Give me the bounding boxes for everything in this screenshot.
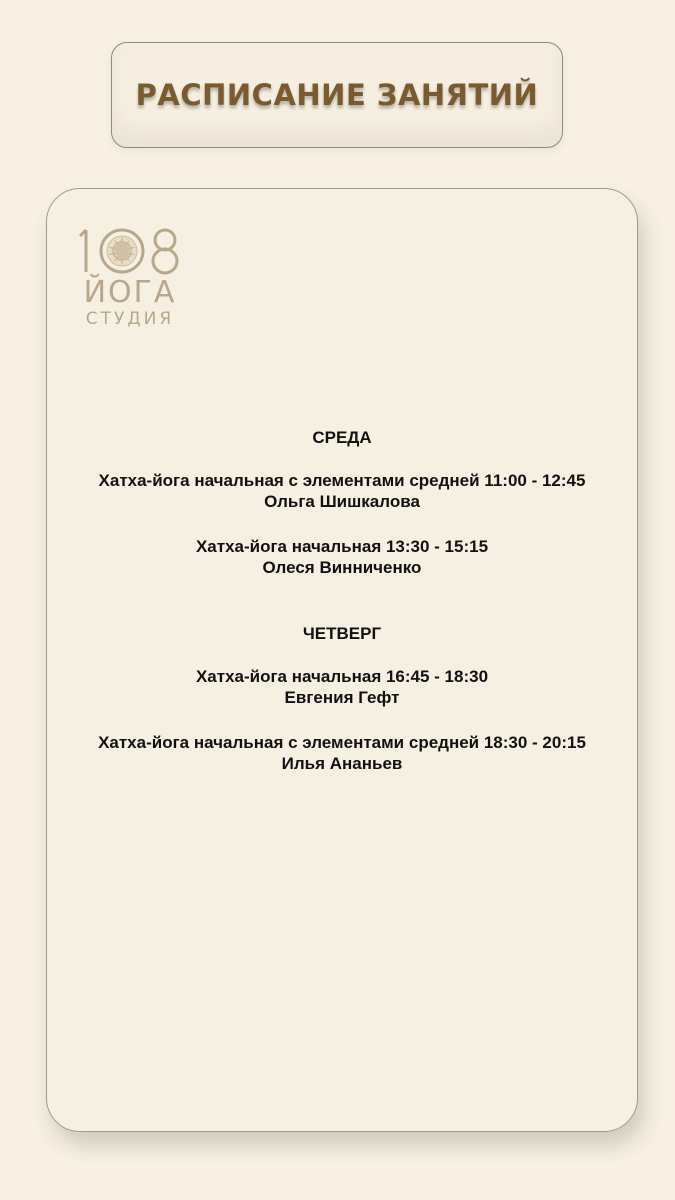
- session-class: Хатха-йога начальная 16:45 - 18:30: [195, 667, 489, 686]
- session-item: [46, 732, 638, 774]
- day-block: [46, 427, 638, 578]
- session-item: [46, 470, 638, 512]
- session-instructor: Илья Ананьев: [281, 754, 403, 773]
- session-instructor: Ольга Шишкалова: [264, 492, 420, 511]
- title-banner: [111, 42, 563, 148]
- logo-number-graphic: [78, 222, 188, 278]
- day-block: [46, 623, 638, 774]
- schedule-list: [46, 427, 638, 774]
- page-title: РАСПИСАНИЕ ЗАНЯТИЙ: [135, 78, 539, 112]
- logo-brand-text: ЙОГА: [83, 275, 177, 310]
- session-item: [46, 536, 638, 578]
- day-heading: СРЕДА: [312, 428, 372, 447]
- studio-logo: [78, 222, 188, 334]
- session-class: Хатха-йога начальная с элементами средней 11:00 - 12:45: [98, 471, 586, 490]
- session-instructor: Евгения Гефт: [284, 688, 400, 707]
- session-class: Хатха-йога начальная 13:30 - 15:15: [195, 537, 489, 556]
- session-item: [46, 666, 638, 708]
- session-class: Хатха-йога начальная с элементами средней 18:30 - 20:15: [98, 733, 586, 752]
- day-heading: ЧЕТВЕРГ: [302, 624, 382, 643]
- session-instructor: Олеся Винниченко: [262, 558, 422, 577]
- logo-subtitle-text: СТУДИЯ: [85, 309, 175, 329]
